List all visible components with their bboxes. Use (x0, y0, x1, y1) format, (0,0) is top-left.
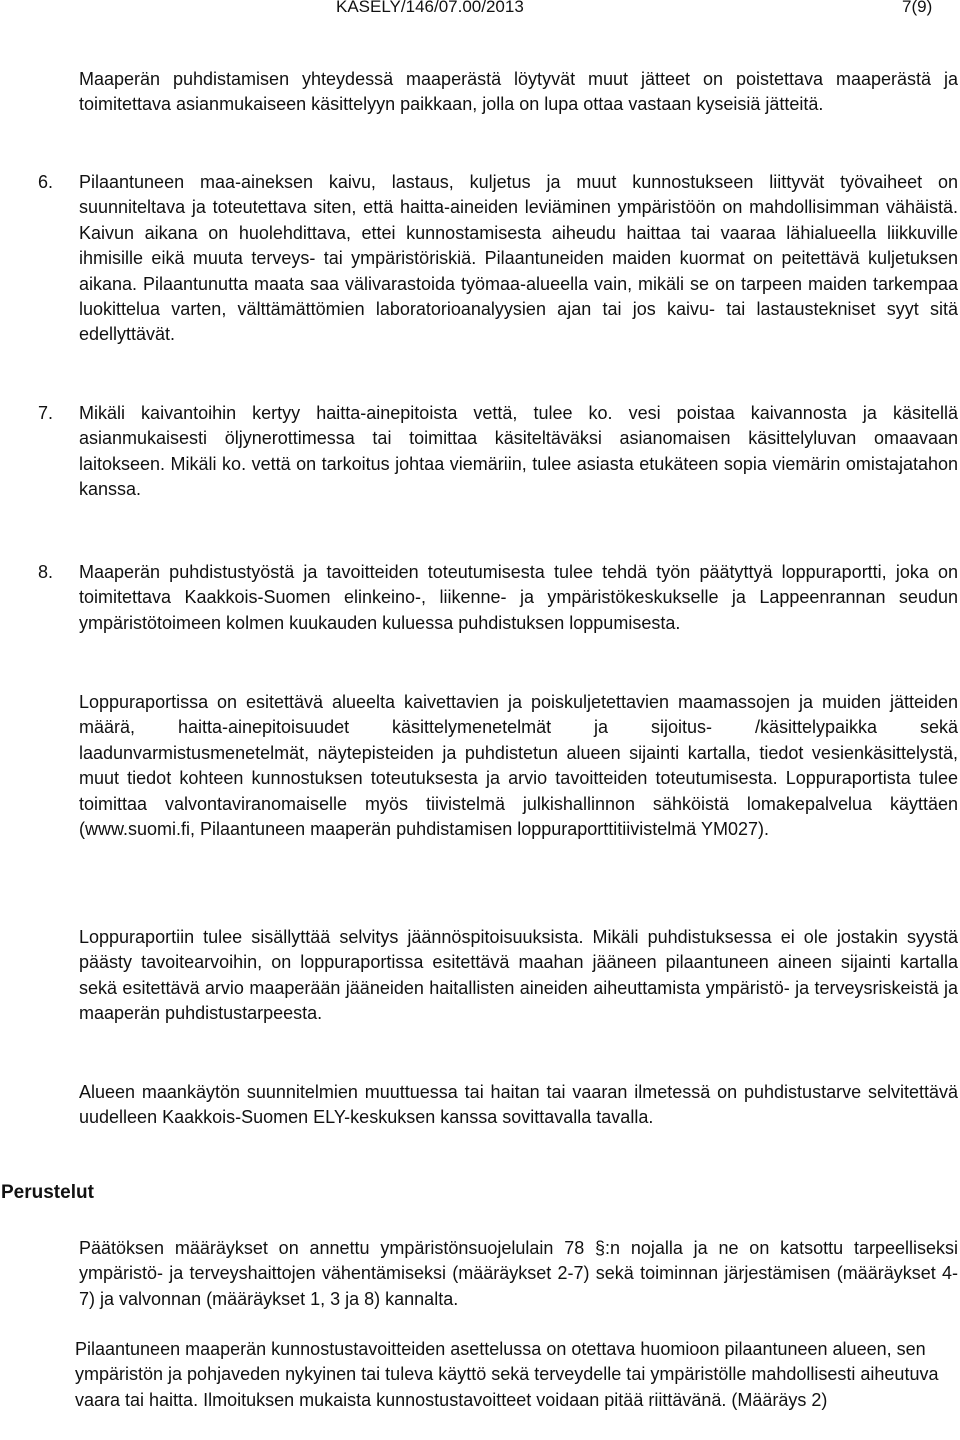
item-text: Mikäli kaivantoihin kertyy haitta-ainepitoista vettä, tulee ko. vesi poistaa kaivannosta ja käsitellä asianmukaisesti öljynerottimessa tai toimittaa käsiteltäväksi asianomaisen käsittelyluvan omaavaan laitokseen. Mikäli ko. vettä on tarkoitus johtaa viemäriin, tulee asiasta etukäteen sopia viemärin omistajatahon kanssa. (79, 403, 958, 500)
report-paragraph: Loppuraportiin tulee sisällyttää selvitys jäännöspitoisuuksista. Mikäli puhdistuksessa ei ole jostakin syystä päästy tavoitearvoihin, on loppuraportissa esitettävä maahan jääneen pilaantuneen aineen sijainti kartalla sekä esitettävä arvio maaperään jääneiden haitallisten aineiden aiheuttamista ympäristö- ja terveysriskeistä ja maaperän puhdistustarpeesta. (79, 927, 958, 1024)
perustelut-paragraph: Päätöksen määräykset on annettu ympäristönsuojelulain 78 §:n nojalla ja ne on katsottu tarpeelliseksi ympäristö- ja terveyshaittojen vähentämiseksi (määräykset 2-7) sekä toiminnan järjestämisen (määräykset 4-7) ja valvonnan (määräykset 1, 3 ja 8) kannalta. (79, 1238, 958, 1309)
page-header (0, 0, 960, 24)
report-paragraph: Loppuraportissa on esitettävä alueelta kaivettavien ja poiskuljetettavien maamassojen ja muiden jätteiden määrä, haitta-ainepitoisuudet käsittelymenetelmät ja sijoitus- /käsittelypaikka sekä laadunvarmistusmenetelmät, näytepisteiden ja puhdistetun alueen sijainti kartalla, tiedot vesienkäsittelystä, muut tiedot kohteen kunnostuksen toteutuksesta ja arvio tavoitteiden toteutumisesta. Loppuraportista tulee toimittaa valvontaviranomaiselle myös tiivistelmä julkishallinnon sähköistä lomakepalvelua käyttäen (www.suomi.fi, Pilaantuneen maaperän puhdistamisen loppuraporttitiivistelmä YM027). (79, 692, 958, 840)
item-number: 6. (38, 172, 54, 192)
report-paragraph: Alueen maankäytön suunnitelmien muuttuessa tai haitan tai vaaran ilmetessä on puhdistustarve selvitettävä uudelleen Kaakkois-Suomen ELY-keskuksen kanssa sovittavalla tavalla. (79, 1082, 958, 1128)
intro-paragraph: Maaperän puhdistamisen yhteydessä maaperästä löytyvät muut jätteet on poistettava maaperästä ja toimitettava asianmukaiseen käsittelyyn paikkaan, jolla on lupa ottaa vastaan kyseisiä jätteitä. (79, 69, 958, 115)
perustelut-paragraph: Pilaantuneen maaperän kunnostustavoitteiden asettelussa on otettava huomioon pilaantuneen alueen, sen ympäristön ja pohjaveden nykyinen tai tuleva käyttö sekä terveydelle tai ympäristölle mahdollisesti aiheutuva vaara tai haitta. Ilmoituksen mukaista kunnostustavoitteet voidaan pitää riittävänä. (Määräys 2) (75, 1339, 939, 1410)
section-heading: Perustelut (1, 1182, 94, 1203)
page-number: 7(9) (902, 0, 933, 16)
document-reference: KASELY/146/07.00/2013 (336, 0, 524, 16)
item-number: 8. (38, 562, 54, 582)
item-text: Pilaantuneen maa-aineksen kaivu, lastaus, kuljetus ja muut kunnostukseen liittyvät työvaiheet on suunniteltava ja toteutettava siten, että haitta-aineiden leviäminen ympäristöön on mahdollisimman vähäistä. Kaivun aikana on huolehdittava, ettei kunnostamisesta aiheudu haittaa tai vaaraa lähialueella liikkuville ihmisille eikä muuta terveys- tai ympäristöriskiä. Pilaantuneiden maiden kuormat on peitettävä kuljetuksen aikana. Pilaantunutta maata saa välivarastoida työmaa-alueella vain, mikäli se on tarpeen maiden tarkempaa luokittelua varten, välttämättömien laboratorioanalyysien ajan tai jos kaivu- tai lastaustekniset syyt sitä edellyttävät. (79, 172, 958, 345)
item-text: Maaperän puhdistustyöstä ja tavoitteiden toteutumisesta tulee tehdä työn päätyttyä loppuraportti, joka on toimitettava Kaakkois-Suomen elinkeino-, liikenne- ja ympäristökeskukselle ja Lappeenrannan seudun ympäristötoimeen kolmen kuukauden kuluessa puhdistuksen loppumisesta. (79, 562, 958, 633)
item-number: 7. (38, 403, 54, 423)
